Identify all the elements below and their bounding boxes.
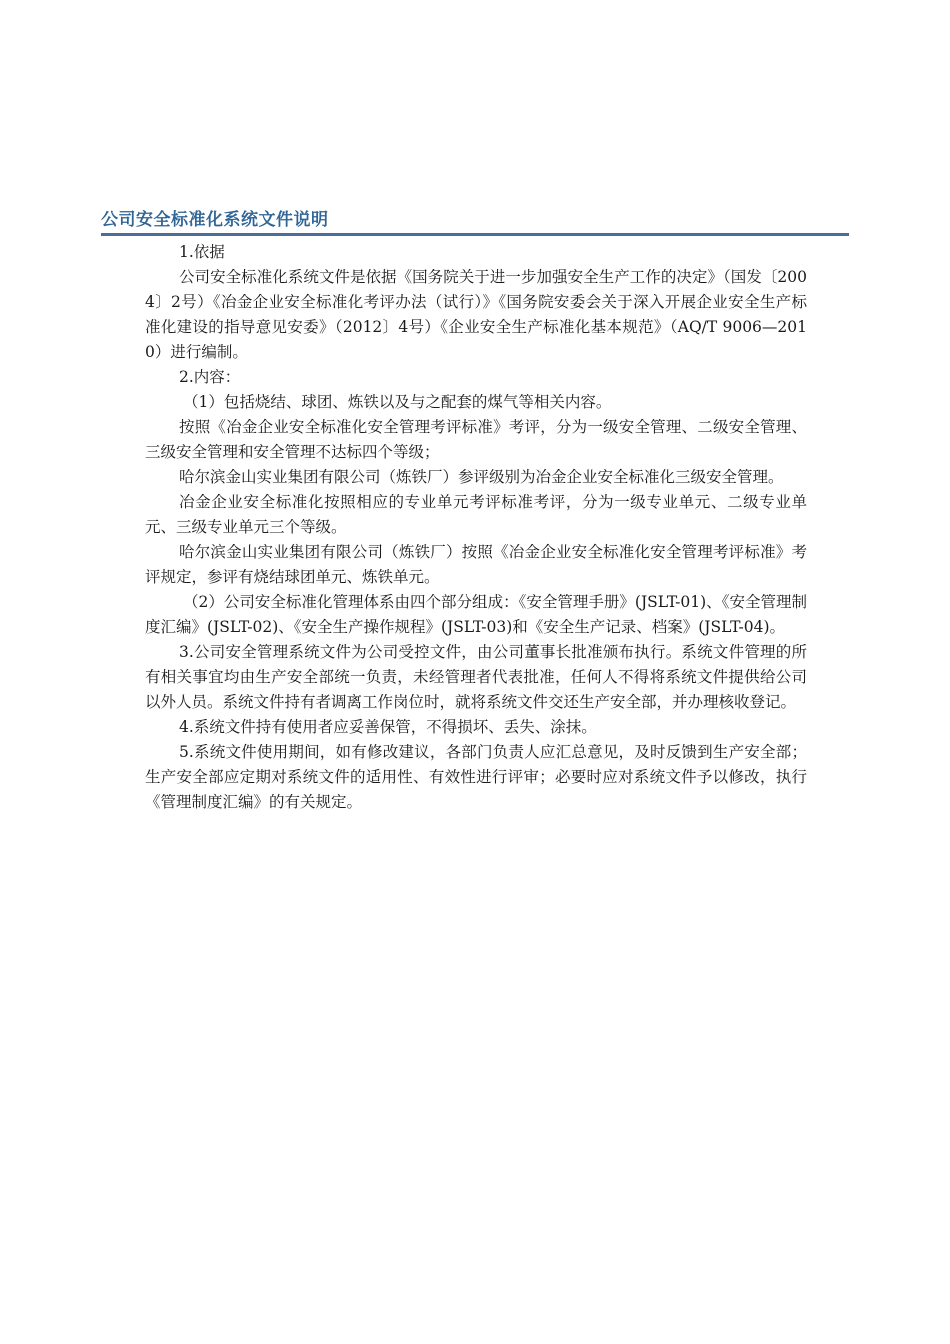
title-underline xyxy=(101,233,849,236)
section-1-heading: 1.依据 xyxy=(179,243,225,261)
document-body xyxy=(145,240,807,815)
content-item-2: （2）公司安全标准化管理体系由四个部分组成：《安全管理手册》(JSLT-01)、《安全管理制度汇编》(JSLT-02)、《安全生产操作规程》(JSLT-03)和《安全生产记录、档案》(JSLT-04)。 xyxy=(145,593,807,636)
participating-units-paragraph: 哈尔滨金山实业集团有限公司（炼铁厂）按照《冶金企业安全标准化安全管理考评标准》考评规定，参评有烧结球团单元、炼铁单元。 xyxy=(145,543,807,586)
professional-units-paragraph: 冶金企业安全标准化按照相应的专业单元考评标准考评，分为一级专业单元、二级专业单元、三级专业单元三个等级。 xyxy=(145,493,807,536)
participation-level-paragraph: 哈尔滨金山实业集团有限公司（炼铁厂）参评级别为冶金企业安全标准化三级安全管理。 xyxy=(179,468,784,486)
section-3-paragraph: 3.公司安全管理系统文件为公司受控文件，由公司董事长批准颁布执行。系统文件管理的所有相关事宜均由生产安全部统一负责，未经管理者代表批准，任何人不得将系统文件提供给公司以外人员。系统文件持有者调离工作岗位时，就将系统文件交还生产安全部，并办理核收登记。 xyxy=(145,643,807,711)
basis-paragraph: 公司安全标准化系统文件是依据《国务院关于进一步加强安全生产工作的决定》（国发〔2004〕2号）《冶金企业安全标准化考评办法（试行）》《国务院安委会关于深入开展企业安全生产标准化建设的指导意见安委》（2012〕4号）《企业安全生产标准化基本规范》（AQ/T 9006—2010）进行编制。 xyxy=(145,268,807,361)
section-2-heading: 2.内容： xyxy=(179,368,241,386)
section-5-paragraph: 5.系统文件使用期间，如有修改建议，各部门负责人应汇总意见，及时反馈到生产安全部；生产安全部应定期对系统文件的适用性、有效性进行评审；必要时应对系统文件予以修改，执行《管理制度汇编》的有关规定。 xyxy=(145,743,807,811)
content-item-1: （1）包括烧结、球团、炼铁以及与之配套的煤气等相关内容。 xyxy=(183,393,612,411)
section-4-paragraph: 4.系统文件持有使用者应妥善保管，不得损坏、丢失、涂抹。 xyxy=(179,718,597,736)
document-title: 公司安全标准化系统文件说明 xyxy=(101,210,329,230)
evaluation-levels-paragraph: 按照《冶金企业安全标准化安全管理考评标准》考评，分为一级安全管理、二级安全管理、三级安全管理和安全管理不达标四个等级； xyxy=(145,418,807,461)
